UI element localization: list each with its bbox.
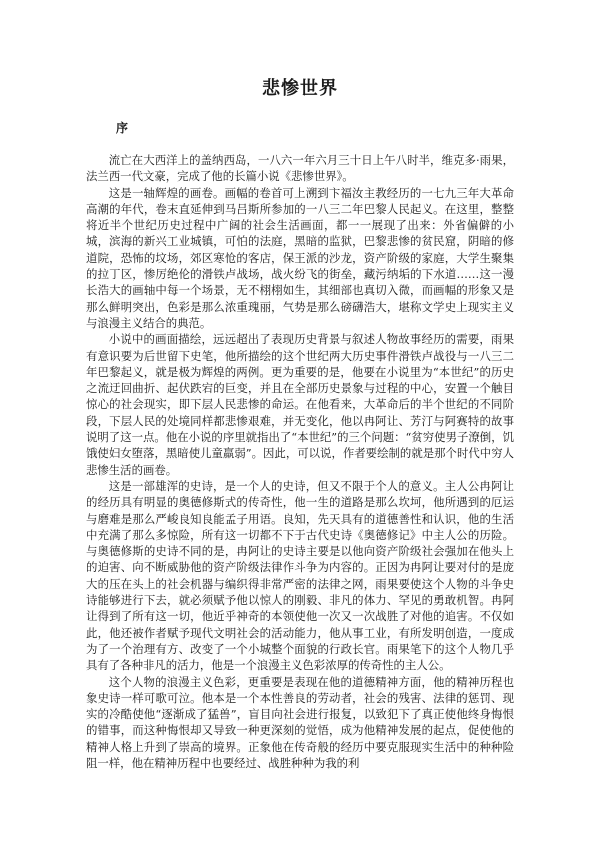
paragraph: 这是一轴辉煌的画卷。画幅的卷首可上溯到卞福汝主教经历的一七九三年大革命高潮的年代，卷末直延伸到马吕斯所参加的一八三二年巴黎人民起义。在这里，整整将近半个世纪历史过程中广阔的社会生活画面，都一一展现了出来：外省偏僻的小城，滨海的新兴工业城镇，可怕的法庭，黑暗的监狱，巴黎悲惨的贫民窟，阴暗的修道院，恐怖的坟场，郊区寒怆的客店，保王派的沙龙，资产阶级的家庭，大学生聚集的拉丁区，惨厉绝伦的滑铁卢战场，战火纷飞的街垒，藏污纳垢的下水道……这一漫长浩大的画轴中每一个场景，无不栩栩如生，其细部也真切入微，而画幅的形象又是那么鲜明突出，色彩是那么浓重瑰丽，气势是那么磅礴浩大，堪称文学史上现实主义与浪漫主义结合的典范。	[86, 185, 514, 330]
document-page	[86, 0, 514, 850]
document-body	[86, 152, 514, 771]
paragraph: 流亡在大西洋上的盖纳西岛，一八六一年六月三十日上午八时半，维克多·雨果，法兰西一代文豪，完成了他的长篇小说《悲惨世界》。	[86, 153, 514, 184]
paragraph: 这个人物的浪漫主义色彩，更重要是表现在他的道德精神方面，他的精神历程也象史诗一样可歌可泣。他本是一个本性善良的劳动者，社会的残害、法律的惩罚、现实的冷酷使他“逐渐成了猛兽”，盲目向社会进行报复，以致犯下了真正使他终身悔恨的错事，而这种悔恨却又导致一种更深刻的觉悟，成为他精神发展的起点，促使他的精神人格上升到了崇高的境界。正象他在传奇般的经历中要克服现实生活中的种种险阻一样，他在精神历程中也要经过、战胜种种为我的利	[86, 674, 514, 770]
paragraph: 小说中的画面描绘，远远超出了表现历史背景与叙述人物故事经历的需要，雨果有意识要为后世留下史笔，他所描绘的这个世纪两大历史事件滑铁卢战役与一八三二年巴黎起义，就是极为辉煌的两例。更为重要的是，他要在小说里为“本世纪”的历史之流迂回曲折、起伏跌宕的巨变，并且在全部历史景象与过程的中心，安置一个触目惊心的社会现实，即下层人民悲惨的命运。在他看来，大革命后的半个世纪的不同阶段，下层人民的处境同样都悲惨艰难，并无变化，他以冉阿让、芳汀与阿赛特的故事说明了这一点。他在小说的序里就指出了“本世纪”的三个问题：“贫穷使男子潦倒，饥饿使妇女堕落，黑暗使儿童羸弱”。因此，可以说，作者要绘制的就是那个时代中穷人悲惨生活的画卷。	[86, 332, 514, 477]
section-heading: 序	[116, 121, 129, 135]
paragraph: 这是一部雄浑的史诗，是一个人的史诗，但又不限于个人的意义。主人公冉阿让的经历具有明显的奥德修斯式的传奇性，他一生的道路是那么坎坷，他所遇到的厄运与磨难是那么严峻良知良能孟子用语。良知，先天具有的道德善性和认识，他的生活中充满了那么多惊险，所有这一切都不下于古代史诗《奥德修记》中主人公的历险。与奥德修斯的史诗不同的是，冉阿让的史诗主要是以他向资产阶级社会强加在他头上的迫害、向不断威胁他的资产阶级法律作斗争为内容的。正因为冉阿让要对付的是庞大的压在头上的社会机器与编织得非常严密的法律之网，雨果要使这个人物的斗争史诗能够进行下去，就必须赋予他以惊人的刚毅、非凡的体力、罕见的勇敢机智。冉阿让得到了所有这一切，他近乎神奇的本领使他一次又一次战胜了对他的追害。不仅如此，他还被作者赋予现代文明社会的活动能力，他从事工业，有所发明创造，一度成为了一个治理有方、改变了一个小城整个面貌的行政长官。雨果笔下的这个人物几乎具有了各种非凡的活力，他是一个浪漫主义色彩浓厚的传奇性的主人公。	[86, 478, 514, 673]
document-title: 悲惨世界	[262, 78, 338, 99]
